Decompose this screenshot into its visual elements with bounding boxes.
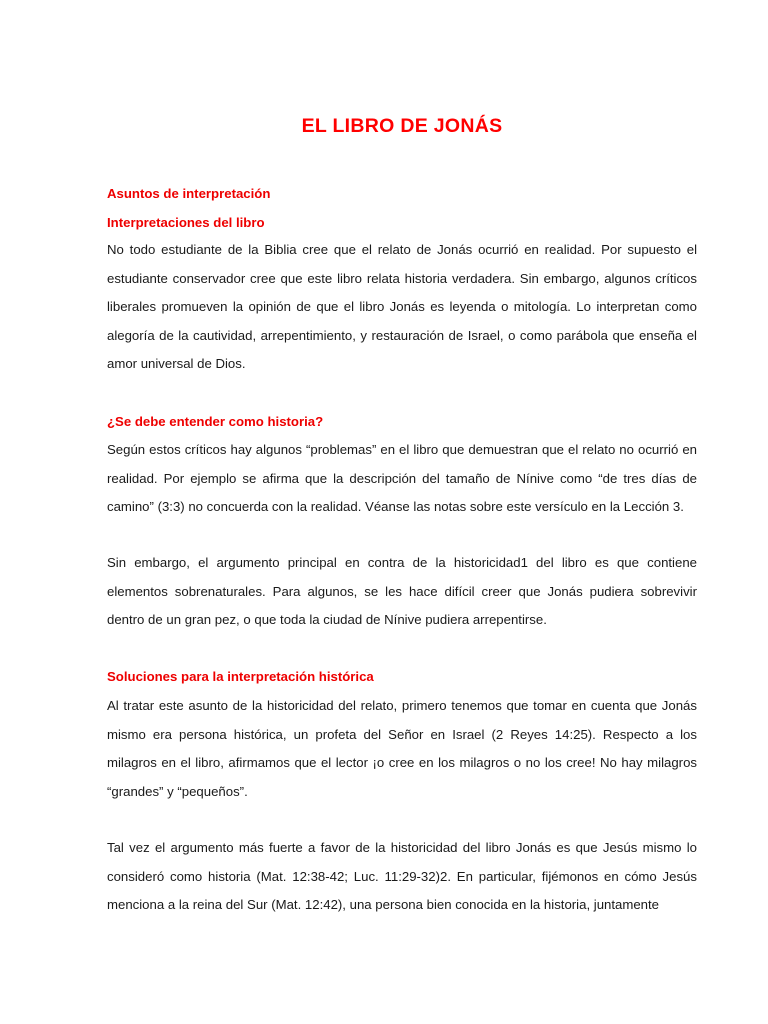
paragraph-argumento-fuerte: Tal vez el argumento más fuerte a favor de la historicidad del libro Jonás es que Jesús mismo lo consideró como historia (Mat. 12:38-42; Luc. 11:29-32)2. En particular, fijémonos en cómo Jesús menciona a la reina del Sur (Mat. 12:42), una persona bien conocida en la historia, juntamente: [107, 840, 697, 912]
heading-asuntos-interpretacion: Asuntos de interpretación: [107, 186, 271, 201]
heading-entender-historia: ¿Se debe entender como historia?: [107, 414, 324, 429]
paragraph-historicidad-relato: Al tratar este asunto de la historicidad del relato, primero tenemos que tomar en cuenta que Jonás mismo era persona histórica, un profeta del Señor en Israel (2 Reyes 14:25). Respecto a los milagros en el libro, afirmamos que el lector ¡o cree en los milagros o no los cree! No hay milagros “grandes” y “pequeños”.: [107, 698, 697, 799]
paragraph-interpretaciones: No todo estudiante de la Biblia cree que el relato de Jonás ocurrió en realidad. Por supuesto el estudiante conservador cree que este libro relata historia verdadera. Sin embargo, algunos críticos liberales promueven la opinión de que el libro Jonás es leyenda o mitología. Lo interpretan como alegoría de la cautividad, arrepentimiento, y restauración de Israel, o como parábola que enseña el amor universal de Dios.: [107, 242, 697, 371]
heading-soluciones: Soluciones para la interpretación histórica: [107, 669, 374, 684]
paragraph-problemas: Según estos críticos hay algunos “problemas” en el libro que demuestran que el relato no ocurrió en realidad. Por ejemplo se afirma que la descripción del tamaño de Nínive como “de tres días de camino” (3:3) no concuerda con la realidad. Véanse las notas sobre este versículo en la Lección 3.: [107, 442, 697, 514]
document-page: [107, 0, 697, 1024]
paragraph-argumento-principal: Sin embargo, el argumento principal en contra de la historicidad1 del libro es que contiene elementos sobrenaturales. Para algunos, se les hace difícil creer que Jonás pudiera sobrevivir dentro de un gran pez, o que toda la ciudad de Nínive pudiera arrepentirse.: [107, 555, 697, 627]
heading-interpretaciones-libro: Interpretaciones del libro: [107, 215, 265, 230]
document-title: EL LIBRO DE JONÁS: [301, 115, 503, 137]
